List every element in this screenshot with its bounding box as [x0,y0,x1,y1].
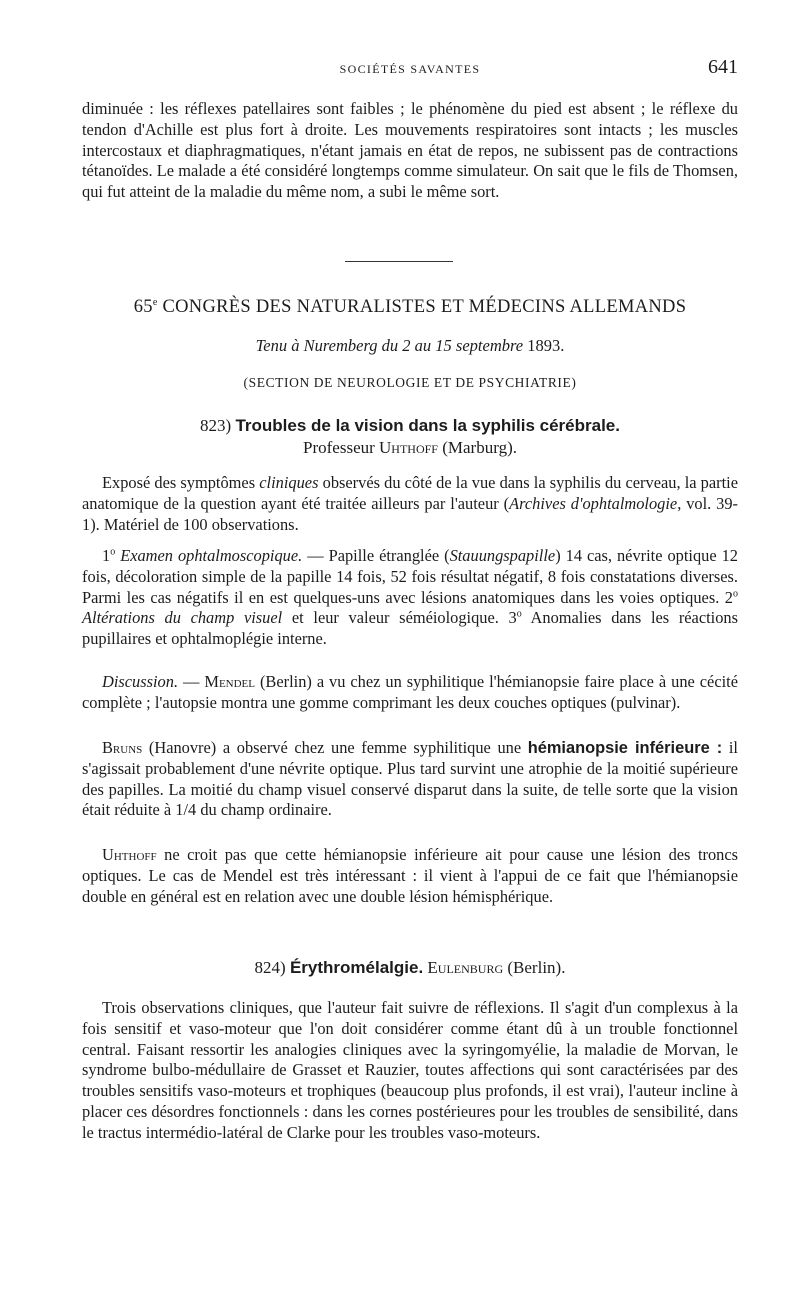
article-823-number: 823) [200,416,232,435]
text-run: — Papille étranglée ( [307,546,450,565]
ordinal-number: 1 [102,546,111,565]
article-823-discussion [82,672,738,714]
text-run: (Berlin) a vu chez un syphilitique l'hémianopsie faire place à une cécité complète ; l'autopsie montra une gomme comprimant les deux couches optiques (pulvinar). [82,672,738,712]
author-place: (Berlin). [507,958,566,977]
italic-run: Stauungspapille [449,546,556,565]
article-823-author [82,438,738,458]
author-prefix: Professeur [303,438,375,457]
article-823-paragraph-1 [82,473,738,535]
article-823-paragraph-5 [82,845,738,907]
italic-run: cliniques [259,473,319,492]
text-run: Exposé des symptômes [102,473,256,492]
section-label: (SECTION DE NEUROLOGIE ET DE PSYCHIATRIE) [243,375,577,390]
article-823-paragraph-2 [82,546,738,650]
article-823-heading [82,416,738,436]
article-824-title: Érythromélalgie. [289,958,424,977]
author-name: Eulenburg [427,958,504,977]
journal-reference: Archives d'ophtalmologie [509,493,678,513]
running-title: SOCIÉTÉS SAVANTES [339,62,481,76]
section-divider [345,261,453,262]
congress-title: CONGRÈS DES NATURALISTES ET MÉDECINS ALLEMANDS [162,297,687,317]
page-number: 641 [708,56,738,78]
article-823-paragraph-4 [82,738,738,821]
text-run: ) 14 cas, névrite optique 12 fois, décoloration simple de la papille 14 fois, 52 fois résultat négatif, 8 fois constatations diverses. Parmi les cas négatifs il en est quelques-uns avec lésions anatomiques dans les voies optiques. 2 [82,546,738,607]
congress-subtitle [82,336,738,356]
text-run: (Hanovre) a observé chez une femme syphilitique une [148,738,522,757]
author-name: Uhthoff [379,438,438,457]
congress-year: 1893. [527,336,565,355]
article-824-heading [82,958,738,978]
author-place: (Marburg). [442,438,517,457]
bold-run: hémianopsie inférieure : [527,739,723,757]
article-824-number: 824) [254,958,286,977]
text-run: observés du côté de la vue dans la syphilis du cerveau, la partie anatomique de la question ayant été traitée ailleurs par l'auteur ( [82,473,738,513]
congress-heading [82,297,738,318]
text-run: il s'agissait probablement d'une névrite optique. Plus tard survint une atrophie de la moitié supérieure des papilles. La moitié du champ visuel conservé disparut dans la suite, de telle sorte que la vision était réduite à 1/4 du champ ordinaire. [82,738,738,820]
person-name: Mendel [204,672,255,691]
congress-number-suffix: e [152,296,158,308]
ordinal-suffix: o [110,546,116,558]
text-run: , vol. 39-1). Matériel de 100 observations. [82,493,739,534]
text-run: — [183,672,200,691]
article-823-title: Troubles de la vision dans la syphilis cérébrale. [235,416,620,435]
running-head [82,56,738,84]
italic-run: Altérations du champ visuel [82,608,283,628]
congress-dates: Tenu à Nuremberg du 2 au 15 septembre [255,336,524,355]
person-name: Uhthoff [102,845,157,864]
italic-run: Examen ophtalmoscopique. [120,546,303,565]
ordinal-suffix: o [516,608,522,620]
text-run: et leur valeur séméiologique. 3 [291,608,517,628]
article-824-paragraph-1: Trois observations cliniques, que l'auteur fait suivre de réflexions. Il s'agit d'un complexus à la fois sensitif et vaso-moteur que l'on doit considérer comme étant dû à un trouble fonctionnel central. Faisant ressortir les analogies cliniques avec la syringomyélie, la maladie de Morvan, le syndrome bulbo-médullaire de Grasset et Rauzier, toutes affections qui sont caractérisées par des troubles sensitifs vaso-moteurs et trophiques (beaucoup plus profonds, il est vrai), l'auteur incline à placer ces désordres fonctionnels : dans les cornes postérieures pour les troubles de sensibilité, dans le tractus intermédio-latéral de Clarke pour les troubles vaso-moteurs. [82,998,738,1142]
italic-run: Discussion. [102,672,179,691]
person-name: Bruns [102,738,143,757]
congress-number: 65 [133,297,153,317]
ordinal-suffix: o [733,588,738,600]
opening-paragraph: diminuée : les réflexes patellaires sont faibles ; le phénomène du pied est absent ; le réflexe du tendon d'Achille est plus fort à droite. Les mouvements respiratoires sont intacts ; les muscles intercostaux et diaphragmatiques, n'étant jamais en état de repos, ne subissent pas de contractions tétanoïdes. Le malade a été considéré longtemps comme simulateur. On sait que le fils de Thomsen, qui fut atteint de la maladie du même nom, a subi le même sort. [82,99,738,202]
text-run: Anomalies dans les réactions pupillaires et ophtalmoplégie interne. [82,608,738,649]
text-run: ne croit pas que cette hémianopsie inférieure ait pour cause une lésion des troncs optiques. Le cas de Mendel est très intéressant : il vient à l'appui de ce fait que l'hémianopsie double en général est en relation avec une double lésion hémisphérique. [82,845,738,906]
